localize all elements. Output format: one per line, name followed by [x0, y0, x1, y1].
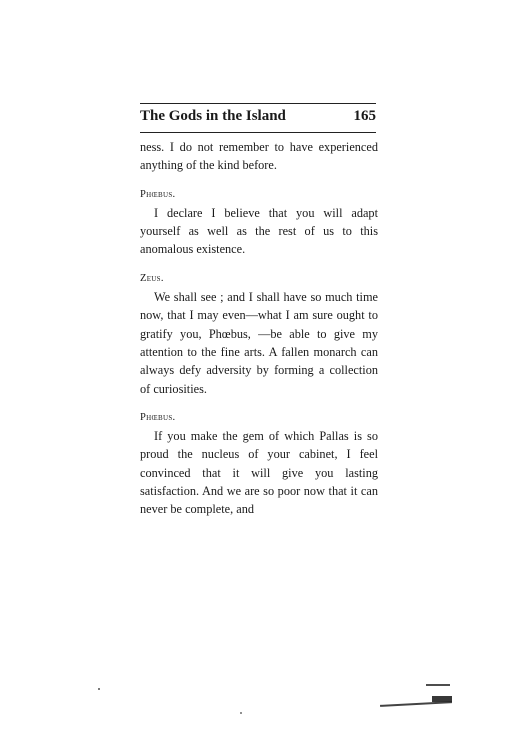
body-text — [140, 138, 378, 519]
speaker-name: Phœbus. — [140, 411, 176, 423]
running-head — [140, 108, 376, 130]
speaker-name: Phœbus. — [140, 188, 176, 200]
paragraph: We shall see ; and I shall have so much time now, that I may even—what I am sure ought to gratify you, Phœbus, —be able to give my attention to the fine arts. A fallen monarch can always defy adversity by forming a collection of curiosities. — [140, 290, 378, 396]
paragraph: If you make the gem of which Pallas is so proud the nucleus of your cabinet, I feel convinced that it will give you lasting satisfaction. And we are so poor now that it can never be complete, and — [140, 429, 378, 517]
page-number: 165 — [353, 108, 376, 124]
scan-dot — [98, 688, 100, 690]
running-title: The Gods in the Island — [140, 108, 286, 124]
header-rule — [140, 132, 376, 133]
paragraph: I declare I believe that you will adapt yourself as well as the rest of us to this anomalous existence. — [140, 205, 378, 257]
scan-dot — [240, 712, 242, 714]
paragraph-continuation: ness. I do not remember to have experienced anything of the kind before. — [140, 140, 378, 173]
top-rule — [140, 103, 376, 104]
speaker-name: Zeus. — [140, 272, 164, 284]
scan-mark — [432, 696, 452, 702]
scan-mark — [426, 684, 450, 686]
